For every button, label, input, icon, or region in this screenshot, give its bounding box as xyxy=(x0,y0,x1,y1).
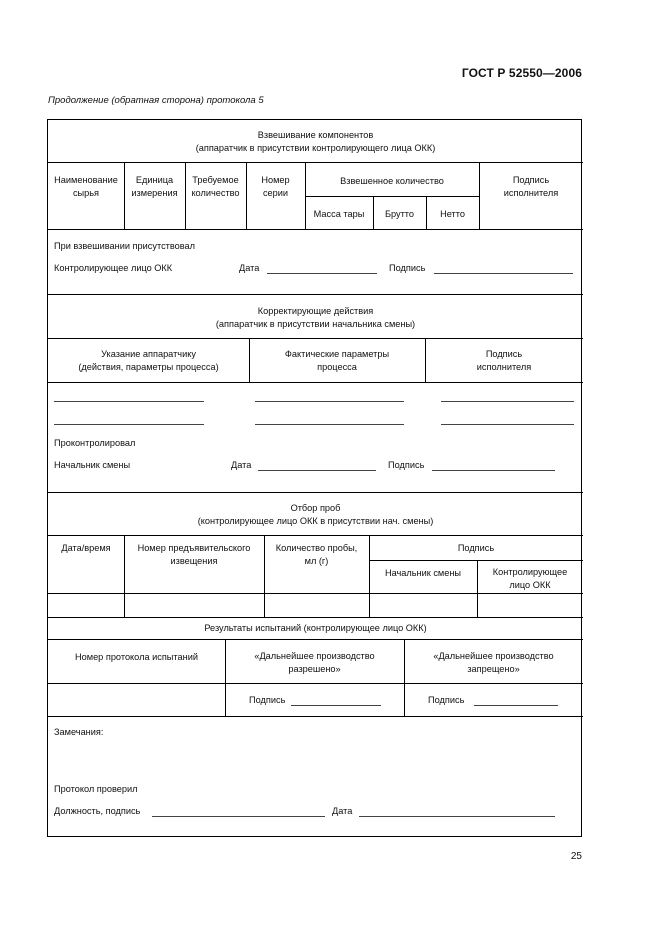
date-label: Дата xyxy=(239,263,260,273)
col-instruction: Указание аппаратчику (действия, параметры процесса) xyxy=(78,349,219,372)
date-field[interactable] xyxy=(359,816,555,817)
divider xyxy=(48,338,583,339)
signature-line[interactable] xyxy=(441,401,574,402)
checked-label: Проконтролировал xyxy=(54,438,136,448)
col-required: Требуемое количество xyxy=(191,175,240,198)
position-signature-label: Должность, подпись xyxy=(54,806,141,816)
position-signature-field[interactable] xyxy=(152,816,325,817)
divider xyxy=(48,162,583,163)
divider xyxy=(48,683,583,684)
corrective-subtitle: (аппаратчик в присутствии начальника смены) xyxy=(215,319,416,329)
col-shift-head: Начальник смены xyxy=(384,568,462,578)
checked-by-label: Протокол проверил xyxy=(54,784,138,794)
sampling-title: Отбор проб xyxy=(290,503,341,513)
col-signature: Подпись исполнителя xyxy=(503,175,559,198)
forbidden-signature-field[interactable] xyxy=(474,705,558,706)
col-datetime: Дата/время xyxy=(61,543,111,553)
col-tare: Масса тары xyxy=(313,209,365,219)
col-weighed: Взвешенное количество xyxy=(340,176,444,186)
col-protocol-no: Номер протокола испытаний xyxy=(75,652,198,662)
col-gross: Брутто xyxy=(384,209,415,219)
weighing-subtitle: (аппаратчик в присутствии контролирующего лица ОКК) xyxy=(195,143,436,153)
signature-field[interactable] xyxy=(434,273,573,274)
signature-label: Подпись xyxy=(249,695,286,705)
params-line[interactable] xyxy=(255,401,404,402)
corrective-title: Корректирующие действия xyxy=(257,306,374,316)
signature-label: Подпись xyxy=(389,263,426,273)
divider xyxy=(48,716,583,717)
date-label: Дата xyxy=(332,806,353,816)
divider xyxy=(48,229,583,230)
divider xyxy=(48,639,583,640)
col-actual-params: Фактические параметры процесса xyxy=(284,349,390,372)
divider xyxy=(48,492,583,493)
page-number: 25 xyxy=(570,851,582,862)
date-field[interactable] xyxy=(258,470,376,471)
divider xyxy=(48,535,583,536)
col-series: Номер серии xyxy=(261,175,290,198)
allowed-signature-field[interactable] xyxy=(291,705,381,706)
col-executor-signature: Подпись исполнителя xyxy=(476,349,532,372)
controller-label: Контролирующее лицо ОКК xyxy=(54,263,173,273)
instruction-line[interactable] xyxy=(54,424,204,425)
col-sample-qty: Количество пробы, мл (г) xyxy=(275,543,358,566)
divider xyxy=(48,382,583,383)
instruction-line[interactable] xyxy=(54,401,204,402)
protocol-form xyxy=(47,119,582,837)
weighing-title: Взвешивание компонентов xyxy=(257,130,374,140)
page-subtitle: Продолжение (обратная сторона) протокола 5 xyxy=(48,95,264,106)
col-signature: Подпись xyxy=(457,543,495,553)
col-unit: Единица измерения xyxy=(131,175,178,198)
divider xyxy=(305,196,479,197)
col-material: Наименование сырья xyxy=(54,175,118,198)
col-allowed: «Дальнейшее производство разрешено» xyxy=(254,651,375,674)
date-field[interactable] xyxy=(267,273,377,274)
col-forbidden: «Дальнейшее производство запрещено» xyxy=(433,651,554,674)
remarks-label: Замечания: xyxy=(54,727,104,737)
divider xyxy=(369,560,583,561)
results-title: Результаты испытаний (контролирующее лицо ОКК) xyxy=(204,623,427,633)
divider xyxy=(48,294,583,295)
signature-label: Подпись xyxy=(388,460,425,470)
col-notice: Номер предъявительского извещения xyxy=(137,543,251,566)
presence-label: При взвешивании присутствовал xyxy=(54,241,196,251)
signature-field[interactable] xyxy=(432,470,555,471)
date-label: Дата xyxy=(231,460,252,470)
shift-head-label: Начальник смены xyxy=(54,460,131,470)
divider xyxy=(48,593,583,594)
sampling-subtitle: (контролирующее лицо ОКК в присутствии нач. смены) xyxy=(197,516,434,526)
col-controller: Контролирующее лицо ОКК xyxy=(492,567,568,590)
params-line[interactable] xyxy=(255,424,404,425)
standard-number: ГОСТ Р 52550—2006 xyxy=(461,66,582,80)
divider xyxy=(48,617,583,618)
signature-line[interactable] xyxy=(441,424,574,425)
signature-label: Подпись xyxy=(428,695,465,705)
col-net: Нетто xyxy=(440,209,465,219)
